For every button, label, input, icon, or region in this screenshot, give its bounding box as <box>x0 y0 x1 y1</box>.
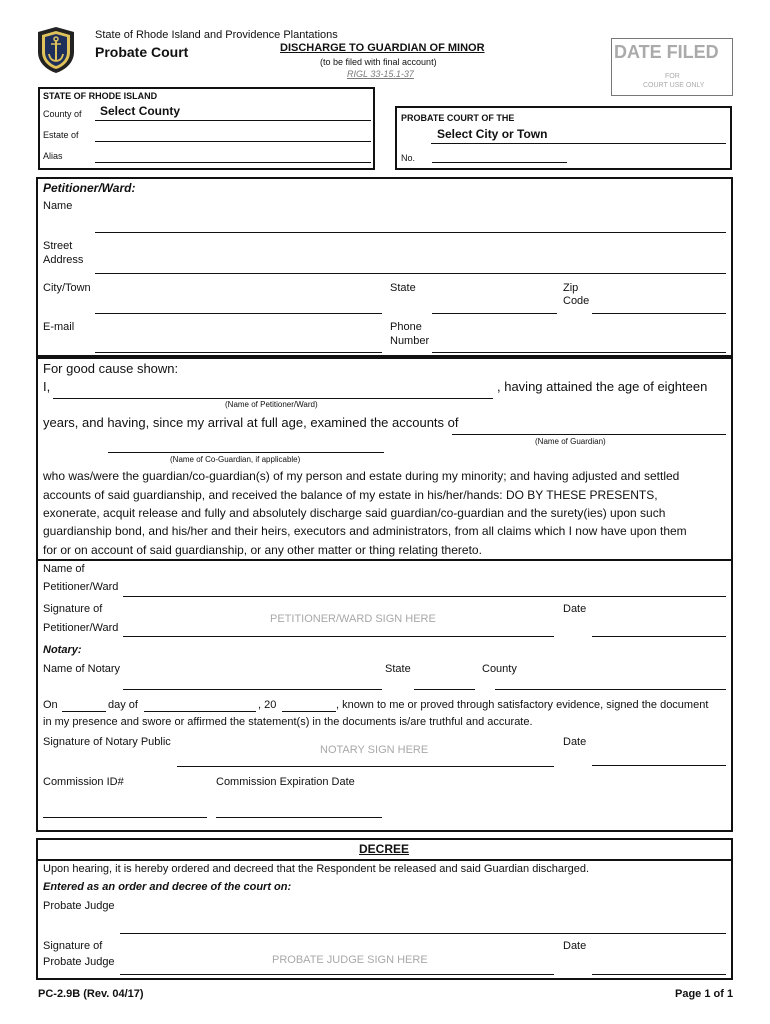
notary-state-label: State <box>385 663 411 675</box>
petitioner-box <box>36 177 733 357</box>
zip-label: Zip <box>563 282 579 294</box>
age-text: , having attained the age of eighteen <box>497 379 708 394</box>
statute: RIGL 33-15.1-37 <box>347 69 414 79</box>
petitioner-caption: (Name of Petitioner/Ward) <box>225 400 318 409</box>
notary-signature-line[interactable] <box>177 766 554 767</box>
statement-divider <box>36 559 733 561</box>
year-line[interactable] <box>282 711 336 712</box>
probate-judge-line[interactable] <box>120 933 726 934</box>
estate-line[interactable] <box>95 141 371 142</box>
decree-heading: DECREE <box>359 842 410 856</box>
signature-petitioner-label: Petitioner/Ward <box>43 622 119 634</box>
notary-date-line[interactable] <box>592 765 726 766</box>
estate-label: Estate of <box>43 130 79 140</box>
name-label: Name <box>43 200 73 212</box>
notary-county-label: County <box>482 663 517 675</box>
court-use-only: COURT USE ONLY <box>643 82 705 89</box>
email-label: E-mail <box>43 321 75 333</box>
notary-date-label: Date <box>563 736 587 748</box>
petitioner-date-label: Date <box>563 603 587 615</box>
known-text: , known to me or proved through satisfactory evidence, signed the document <box>336 699 709 711</box>
body-line-1: who was/were the guardian/co-guardian(s) of my person and estate during my minority; and having adjusted and settled <box>43 469 680 483</box>
phone-label: Phone <box>390 321 422 333</box>
city-select[interactable]: Select City or Town <box>437 127 548 141</box>
petitioner-name-line[interactable] <box>53 398 493 399</box>
body-line-2: accounts of said guardianship, and received the balance of my estate in his/her/hands: DO BY THESE PRESENTS, <box>43 488 658 502</box>
notary-state-line[interactable] <box>414 689 475 690</box>
judge-signature-line[interactable] <box>120 974 554 975</box>
county-select[interactable]: Select County <box>100 104 181 118</box>
commission-id-line[interactable] <box>43 817 207 818</box>
notary-name-line[interactable] <box>123 689 382 690</box>
phone-line[interactable] <box>432 352 726 353</box>
state-heading: STATE OF RHODE ISLAND <box>43 91 158 101</box>
alias-label: Alias <box>43 151 63 161</box>
notary-signature-label: Signature of Notary Public <box>43 736 171 748</box>
entered-text: Entered as an order and decree of the court on: <box>43 881 292 893</box>
form-title: DISCHARGE TO GUARDIAN OF MINOR <box>280 42 485 54</box>
name-of-label: Name of <box>43 563 85 575</box>
guardian-caption: (Name of Guardian) <box>535 437 606 446</box>
county-label: County of <box>43 109 82 119</box>
body-line-5: for or on account of said guardianship, or any other matter or thing relating thereto. <box>43 543 482 557</box>
good-cause: For good cause shown: <box>43 361 179 376</box>
probate-judge-label: Probate Judge <box>43 900 115 912</box>
date-filed-label: DATE FILED <box>614 42 719 62</box>
code-label: Code <box>563 295 590 307</box>
decree-text: Upon hearing, it is hereby ordered and decreed that the Respondent be released and said Guardian discharged. <box>43 863 590 875</box>
alias-line[interactable] <box>95 162 371 163</box>
city-line <box>431 143 726 144</box>
petitioner-signature-line[interactable] <box>123 636 554 637</box>
street-label: Street <box>43 240 73 252</box>
for-label: FOR <box>665 73 680 80</box>
form-number: PC-2.9B (Rev. 04/17) <box>38 988 144 1000</box>
decree-divider <box>36 859 733 861</box>
on-day-line[interactable] <box>62 711 106 712</box>
notary-name-label: Name of Notary <box>43 663 121 675</box>
coguardian-name-line[interactable] <box>108 452 384 453</box>
coguardian-caption: (Name of Co-Guardian, if applicable) <box>170 455 301 464</box>
signature-of-label: Signature of <box>43 603 103 615</box>
case-no-line[interactable] <box>432 162 567 163</box>
city-label: City/Town <box>43 282 91 294</box>
i-label: I, <box>43 379 51 394</box>
judge-sign-here[interactable]: PROBATE JUDGE SIGN HERE <box>272 954 428 966</box>
presence-text: in my presence and swore or affirmed the statement(s) in the documents is/are truthful and accurate. <box>43 716 533 728</box>
number-label: Number <box>390 335 430 347</box>
name-line[interactable] <box>95 232 726 233</box>
petitioner-date-line[interactable] <box>592 636 726 637</box>
commission-exp-line[interactable] <box>216 817 382 818</box>
court-name: Probate Court <box>95 44 189 60</box>
commission-exp-label: Commission Expiration Date <box>216 776 355 788</box>
years-text: years, and having, since my arrival at full age, examined the accounts of <box>43 415 459 430</box>
name-of-petitioner-label: Petitioner/Ward <box>43 581 119 593</box>
body-line-3: exonerate, acquit release and fully and absolutely discharge said guardian/co-guardian and the surety(ies) upon such <box>43 506 666 520</box>
email-line[interactable] <box>95 352 382 353</box>
petitioner-heading: Petitioner/Ward: <box>43 181 136 195</box>
page-number: Page 1 of 1 <box>675 988 734 1000</box>
body-line-4: guardianship bond, and his/her and their heirs, executors and administrators, from all claims which I now have upon them <box>43 524 687 538</box>
day-of-label: day of <box>108 699 138 711</box>
form-subtitle: (to be filed with final account) <box>320 57 437 67</box>
case-no-label: No. <box>401 153 416 163</box>
state-label: State <box>390 282 416 294</box>
year-prefix: , 20 <box>258 699 277 711</box>
state-seal <box>34 26 78 74</box>
address-label: Address <box>43 254 84 266</box>
commission-id-label: Commission ID# <box>43 776 124 788</box>
judge-date-label: Date <box>563 940 587 952</box>
zip-line[interactable] <box>592 313 726 314</box>
notary-heading: Notary: <box>43 644 82 656</box>
notary-county-line[interactable] <box>495 689 726 690</box>
guardian-name-line[interactable] <box>452 434 726 435</box>
petitioner-print-line[interactable] <box>123 596 726 597</box>
state-line[interactable] <box>432 313 557 314</box>
on-label: On <box>43 699 58 711</box>
judge-date-line[interactable] <box>592 974 726 975</box>
street-line[interactable] <box>95 273 726 274</box>
state-line: State of Rhode Island and Providence Plantations <box>95 29 338 41</box>
city-line-petitioner[interactable] <box>95 313 382 314</box>
month-line[interactable] <box>144 711 256 712</box>
judge-signature-label-2: Probate Judge <box>43 956 115 968</box>
county-line <box>95 120 371 121</box>
probate-court-heading: PROBATE COURT OF THE <box>401 113 515 123</box>
petitioner-sign-here[interactable]: PETITIONER/WARD SIGN HERE <box>270 613 436 625</box>
notary-sign-here[interactable]: NOTARY SIGN HERE <box>320 744 429 756</box>
judge-signature-label: Signature of <box>43 940 103 952</box>
